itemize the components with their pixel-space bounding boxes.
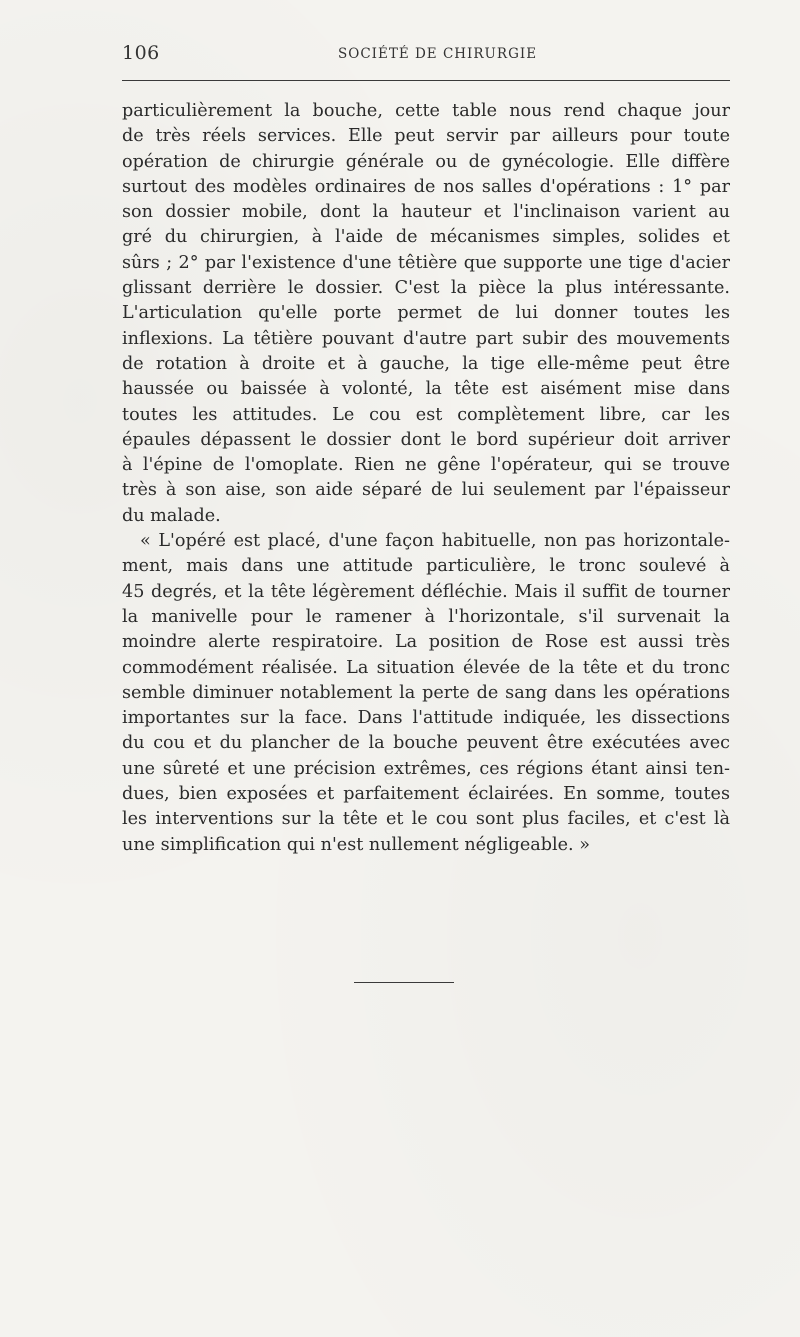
text-line: la manivelle pour le ramener à l'horizontale, s'il survenait la (122, 606, 730, 627)
text-line: toutes les attitudes. Le cou est complètement libre, car les (122, 404, 730, 425)
text-line: gré du chirurgien, à l'aide de mécanismes simples, solides et (122, 227, 730, 248)
text-line: haussée ou baissée à volonté, la tête est aisément mise dans (122, 379, 730, 400)
header-rule (122, 80, 730, 81)
running-title: SOCIÉTÉ DE CHIRURGIE (338, 46, 538, 62)
text-line: moindre alerte respiratoire. La position de Rose est aussi très (122, 632, 730, 653)
text-line: opération de chirurgie générale ou de gynécologie. Elle diffère (122, 151, 730, 172)
text-line: L'articulation qu'elle porte permet de lui donner toutes les (122, 303, 730, 324)
text-line: commodément réalisée. La situation élevée de la tête et du tronc (122, 657, 730, 678)
text-line: du malade. (122, 505, 221, 526)
text-line: une simplification qui n'est nullement négligeable. » (122, 834, 590, 855)
text-line: glissant derrière le dossier. C'est la pièce la plus intéressante. (122, 278, 730, 299)
page-number: 106 (122, 42, 160, 64)
text-line: très à son aise, son aide séparé de lui seulement par l'épaisseur (122, 480, 730, 501)
text-line: à l'épine de l'omoplate. Rien ne gêne l'opérateur, qui se trouve (122, 455, 730, 476)
text-line: sûrs ; 2° par l'existence d'une têtière que supporte une tige d'acier (122, 252, 730, 273)
body-text (122, 99, 730, 858)
section-end-rule (354, 982, 454, 983)
text-line: de rotation à droite et à gauche, la tige elle-même peut être (122, 353, 730, 374)
text-line: dues, bien exposées et parfaitement éclairées. En somme, toutes (122, 784, 730, 805)
text-line: « L'opéré est placé, d'une façon habituelle, non pas horizontale- (140, 531, 730, 552)
text-line: son dossier mobile, dont la hauteur et l'inclinaison varient au (122, 202, 730, 223)
text-line: semble diminuer notablement la perte de sang dans les opérations (122, 682, 730, 703)
text-line: ment, mais dans une attitude particulière, le tronc soulevé à (122, 556, 730, 577)
page-header (122, 42, 728, 72)
text-line: du cou et du plancher de la bouche peuvent être exécutées avec (122, 733, 730, 754)
text-line: inflexions. La têtière pouvant d'autre part subir des mouvements (122, 328, 730, 349)
text-line: particulièrement la bouche, cette table nous rend chaque jour (122, 101, 730, 121)
text-line: les interventions sur la tête et le cou sont plus faciles, et c'est là (122, 809, 730, 830)
text-line: de très réels services. Elle peut servir par ailleurs pour toute (122, 126, 730, 147)
text-line: épaules dépassent le dossier dont le bord supérieur doit arriver (122, 429, 730, 450)
text-line: importantes sur la face. Dans l'attitude indiquée, les dissections (122, 708, 730, 729)
text-line: 45 degrés, et la tête légèrement défléchie. Mais il suffit de tourner (122, 581, 730, 602)
text-line: une sûreté et une précision extrêmes, ces régions étant ainsi ten- (122, 758, 730, 779)
text-line: surtout des modèles ordinaires de nos salles d'opérations : 1° par (122, 176, 730, 197)
